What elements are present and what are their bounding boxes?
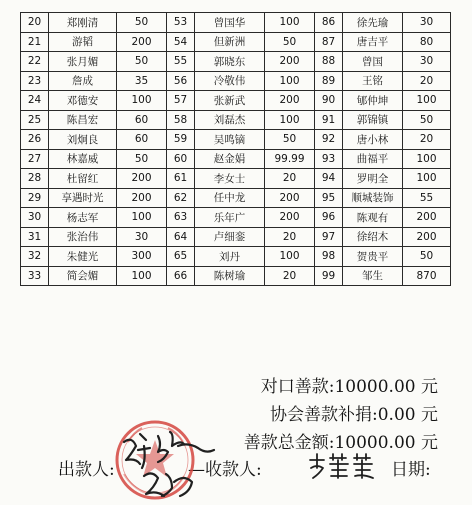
donor-amount-cell: 100	[403, 169, 451, 189]
donor-name-cell: 吴鸣镝	[195, 130, 265, 150]
donor-no-cell: 26	[21, 130, 49, 150]
donor-no-cell: 29	[21, 188, 49, 208]
donor-name-cell: 曾国华	[195, 13, 265, 33]
donor-name-cell: 简会媚	[49, 266, 117, 286]
donor-amount-cell: 50	[117, 13, 167, 33]
donor-amount-cell: 20	[265, 169, 315, 189]
summary-supplement-value: 0.00 元	[377, 405, 438, 425]
donor-name-cell: 但新洲	[195, 32, 265, 52]
receiver-label: —收款人:	[188, 460, 262, 480]
donor-amount-cell: 200	[403, 227, 451, 247]
donor-name-cell: 冷敬伟	[195, 71, 265, 91]
payer-label: 出款人:	[58, 460, 115, 480]
donor-name-cell: 陈观有	[343, 208, 403, 228]
table-row	[21, 247, 451, 267]
date-label: 日期:	[391, 460, 431, 480]
donor-no-cell: 25	[21, 110, 49, 130]
donor-amount-cell: 200	[117, 188, 167, 208]
donor-no-cell: 88	[315, 52, 343, 72]
donor-no-cell: 27	[21, 149, 49, 169]
donor-amount-cell: 60	[117, 130, 167, 150]
donor-no-cell: 63	[167, 208, 195, 228]
donor-name-cell: 林嘉威	[49, 149, 117, 169]
donor-name-cell: 邹生	[343, 266, 403, 286]
table-row	[21, 169, 451, 189]
donor-name-cell: 朱健光	[49, 247, 117, 267]
summary-total-label: 善款总金额:	[243, 433, 335, 453]
donor-name-cell: 张治伟	[49, 227, 117, 247]
donor-no-cell: 87	[315, 32, 343, 52]
donor-amount-cell: 200	[403, 208, 451, 228]
donor-table-body	[21, 13, 451, 286]
table-row	[21, 266, 451, 286]
donor-no-cell: 96	[315, 208, 343, 228]
donor-name-cell: 刘丹	[195, 247, 265, 267]
donor-no-cell: 56	[167, 71, 195, 91]
donor-amount-cell: 50	[403, 110, 451, 130]
donor-name-cell: 王铭	[343, 71, 403, 91]
donor-amount-cell: 100	[265, 110, 315, 130]
donor-amount-cell: 300	[117, 247, 167, 267]
donor-name-cell: 郭晓东	[195, 52, 265, 72]
donor-amount-cell: 200	[265, 208, 315, 228]
donor-amount-cell: 50	[265, 32, 315, 52]
donor-name-cell: 张新武	[195, 91, 265, 111]
donor-no-cell: 66	[167, 266, 195, 286]
donor-no-cell: 95	[315, 188, 343, 208]
donor-name-cell: 任中龙	[195, 188, 265, 208]
donor-amount-cell: 100	[265, 247, 315, 267]
donor-amount-cell: 100	[117, 208, 167, 228]
donor-name-cell: 郭锦镇	[343, 110, 403, 130]
donor-amount-cell: 200	[265, 91, 315, 111]
donor-no-cell: 53	[167, 13, 195, 33]
donor-no-cell: 94	[315, 169, 343, 189]
donor-no-cell: 99	[315, 266, 343, 286]
donor-name-cell: 张月媚	[49, 52, 117, 72]
donor-amount-cell: 100	[403, 91, 451, 111]
donor-no-cell: 58	[167, 110, 195, 130]
donor-no-cell: 60	[167, 149, 195, 169]
donor-name-cell: 刘磊杰	[195, 110, 265, 130]
donor-no-cell: 22	[21, 52, 49, 72]
receiver-signature	[306, 450, 376, 482]
donor-amount-cell: 20	[403, 130, 451, 150]
donor-no-cell: 97	[315, 227, 343, 247]
donor-name-cell: 曾国	[343, 52, 403, 72]
donor-no-cell: 62	[167, 188, 195, 208]
donor-amount-cell: 100	[265, 71, 315, 91]
donor-amount-cell: 20	[265, 266, 315, 286]
donor-amount-cell: 100	[117, 91, 167, 111]
donor-no-cell: 93	[315, 149, 343, 169]
donor-name-cell: 卢细銮	[195, 227, 265, 247]
donor-table	[20, 12, 451, 286]
donor-no-cell: 92	[315, 130, 343, 150]
donor-name-cell: 杜留红	[49, 169, 117, 189]
donor-amount-cell: 99.99	[265, 149, 315, 169]
donor-name-cell: 贺贵平	[343, 247, 403, 267]
table-row	[21, 110, 451, 130]
donor-no-cell: 55	[167, 52, 195, 72]
donor-name-cell: 徐先瑜	[343, 13, 403, 33]
summary-direct-value: 10000.00 元	[334, 377, 438, 397]
donor-amount-cell: 30	[403, 52, 451, 72]
donor-amount-cell: 30	[403, 13, 451, 33]
donor-name-cell: 顺城装饰	[343, 188, 403, 208]
donor-name-cell: 李女士	[195, 169, 265, 189]
donor-amount-cell: 100	[117, 266, 167, 286]
donor-name-cell: 陈昌宏	[49, 110, 117, 130]
summary-total-value: 10000.00 元	[334, 433, 438, 453]
table-row	[21, 130, 451, 150]
donor-no-cell: 59	[167, 130, 195, 150]
donor-amount-cell: 20	[403, 71, 451, 91]
table-row	[21, 13, 451, 33]
donor-amount-cell: 200	[117, 169, 167, 189]
donor-name-cell: 陈树瑜	[195, 266, 265, 286]
donor-amount-cell: 870	[403, 266, 451, 286]
donor-name-cell: 享遇时光	[49, 188, 117, 208]
donor-amount-cell: 50	[117, 52, 167, 72]
donor-name-cell: 杨志军	[49, 208, 117, 228]
donor-amount-cell: 200	[265, 52, 315, 72]
donor-no-cell: 33	[21, 266, 49, 286]
donor-name-cell: 刘炯良	[49, 130, 117, 150]
donor-no-cell: 54	[167, 32, 195, 52]
donor-no-cell: 21	[21, 32, 49, 52]
donor-name-cell: 曲福平	[343, 149, 403, 169]
donor-name-cell: 邓德安	[49, 91, 117, 111]
donor-no-cell: 65	[167, 247, 195, 267]
table-row	[21, 208, 451, 228]
donor-name-cell: 徐绍木	[343, 227, 403, 247]
donor-no-cell: 24	[21, 91, 49, 111]
donor-amount-cell: 60	[117, 110, 167, 130]
donor-name-cell: 游韬	[49, 32, 117, 52]
donor-name-cell: 罗明全	[343, 169, 403, 189]
donor-amount-cell: 100	[403, 149, 451, 169]
table-row	[21, 149, 451, 169]
donor-no-cell: 98	[315, 247, 343, 267]
table-row	[21, 227, 451, 247]
donor-no-cell: 91	[315, 110, 343, 130]
donor-name-cell: 赵金娟	[195, 149, 265, 169]
donor-name-cell: 唐吉平	[343, 32, 403, 52]
donor-amount-cell: 80	[403, 32, 451, 52]
donor-no-cell: 89	[315, 71, 343, 91]
donor-amount-cell: 50	[403, 247, 451, 267]
donor-no-cell: 31	[21, 227, 49, 247]
summary-association-supplement	[270, 400, 438, 425]
donor-amount-cell: 200	[117, 32, 167, 52]
payer-signature	[118, 426, 218, 505]
donor-no-cell: 28	[21, 169, 49, 189]
table-row	[21, 52, 451, 72]
donor-amount-cell: 100	[265, 13, 315, 33]
donor-no-cell: 32	[21, 247, 49, 267]
summary-direct-label: 对口善款:	[260, 377, 335, 397]
donor-name-cell: 詹成	[49, 71, 117, 91]
donor-no-cell: 57	[167, 91, 195, 111]
donor-name-cell: 郇仲坤	[343, 91, 403, 111]
summary-direct-donation	[261, 372, 438, 397]
table-row	[21, 188, 451, 208]
donor-no-cell: 61	[167, 169, 195, 189]
donor-no-cell: 20	[21, 13, 49, 33]
donor-no-cell: 30	[21, 208, 49, 228]
donor-no-cell: 23	[21, 71, 49, 91]
donor-name-cell: 唐小林	[343, 130, 403, 150]
donor-amount-cell: 50	[265, 130, 315, 150]
donor-amount-cell: 20	[265, 227, 315, 247]
donor-amount-cell: 200	[265, 188, 315, 208]
summary-supplement-label: 协会善款补捐:	[270, 405, 378, 425]
donor-amount-cell: 30	[117, 227, 167, 247]
donor-no-cell: 90	[315, 91, 343, 111]
donor-name-cell: 乐年广	[195, 208, 265, 228]
donor-no-cell: 86	[315, 13, 343, 33]
table-row	[21, 71, 451, 91]
donor-amount-cell: 50	[117, 149, 167, 169]
table-row	[21, 32, 451, 52]
table-row	[21, 91, 451, 111]
donor-amount-cell: 35	[117, 71, 167, 91]
donor-no-cell: 64	[167, 227, 195, 247]
donor-name-cell: 郑刚清	[49, 13, 117, 33]
donor-amount-cell: 55	[403, 188, 451, 208]
